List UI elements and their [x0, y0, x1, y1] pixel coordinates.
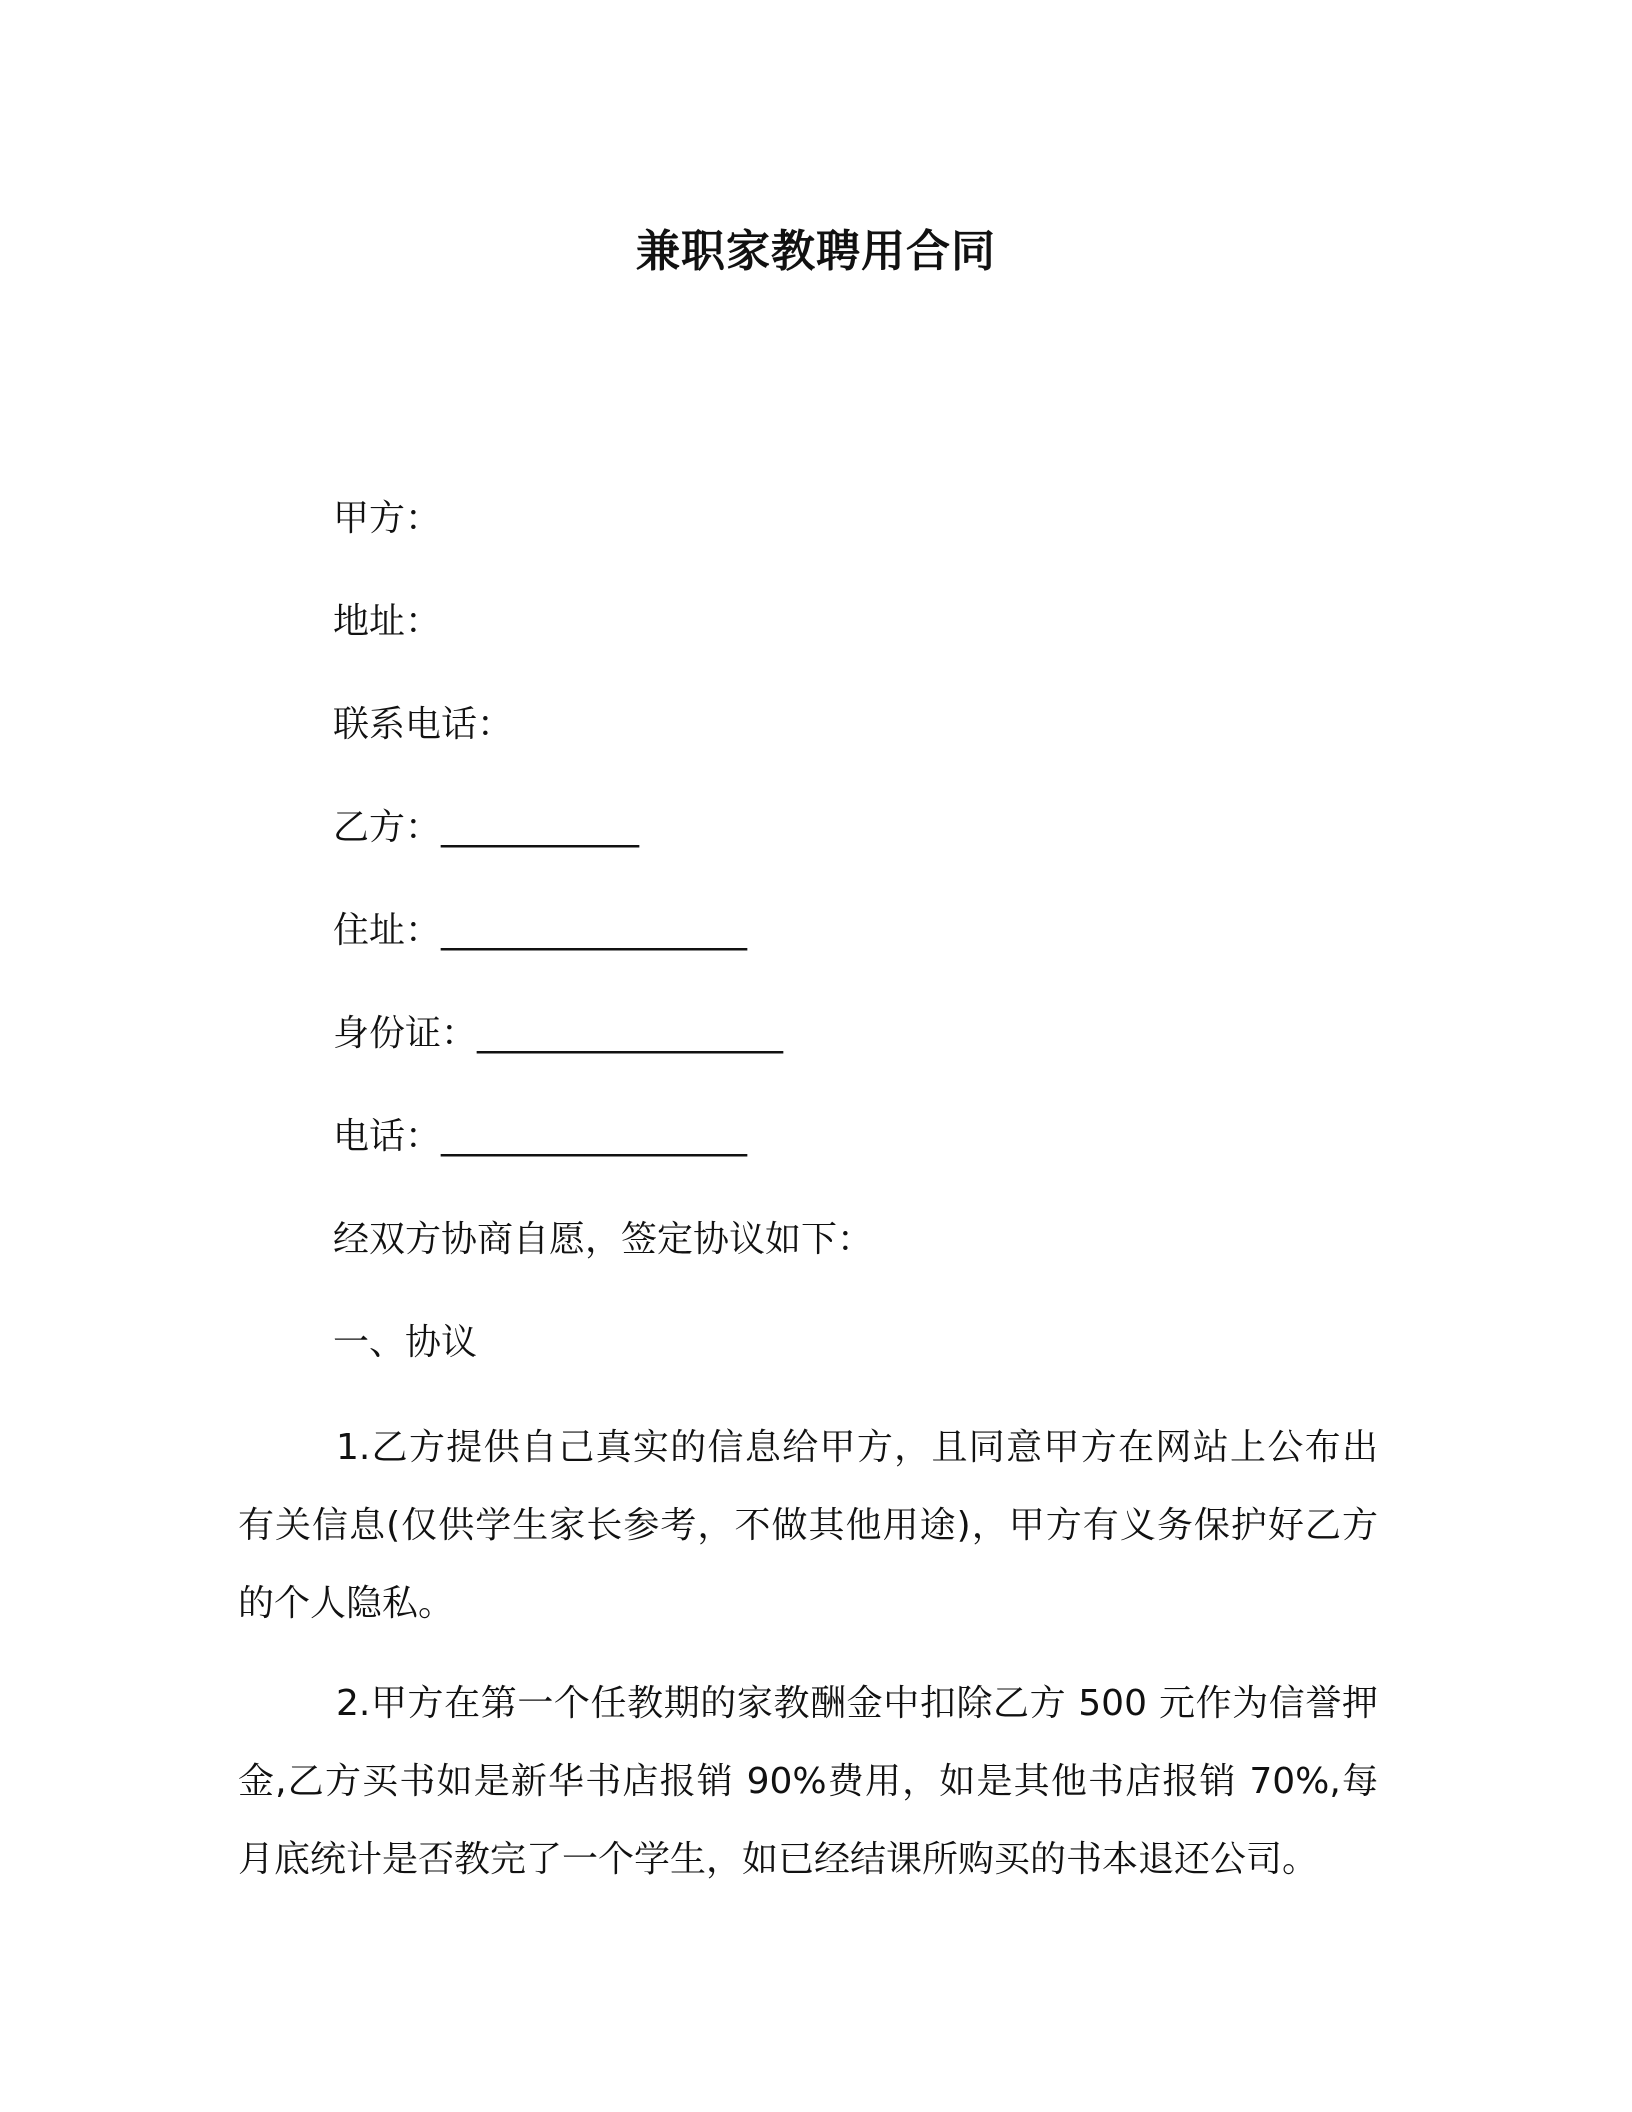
clause-2-paragraph: 2.甲方在第一个任教期的家教酬金中扣除乙方 500 元作为信誉押金,乙方买书如是新华书店报销 90%费用，如是其他书店报销 70%,每月底统计是否教完了一个学生，如已经结课所购买的书本退还公司。 — [238, 1683, 1378, 1880]
document-title: 兼职家教聘用合同 — [636, 226, 996, 277]
party-b-phone-line: 电话：_________________ — [333, 1116, 748, 1157]
party-b-name-line: 乙方：___________ — [333, 807, 640, 848]
section-heading-agreement: 一、协议 — [333, 1322, 478, 1363]
clause-1-paragraph: 1.乙方提供自己真实的信息给甲方，且同意甲方在网站上公布出有关信息(仅供学生家长参考，不做其他用途)，甲方有义务保护好乙方的个人隐私。 — [238, 1427, 1378, 1624]
party-a-label: 甲方： — [333, 498, 442, 539]
party-b-id-line: 身份证：_________________ — [333, 1013, 784, 1054]
preamble-text: 经双方协商自愿，签定协议如下： — [333, 1219, 874, 1260]
party-b-residence-line: 住址：_________________ — [333, 910, 748, 951]
party-a-phone-label: 联系电话： — [333, 704, 514, 745]
party-a-address-label: 地址： — [333, 601, 442, 642]
